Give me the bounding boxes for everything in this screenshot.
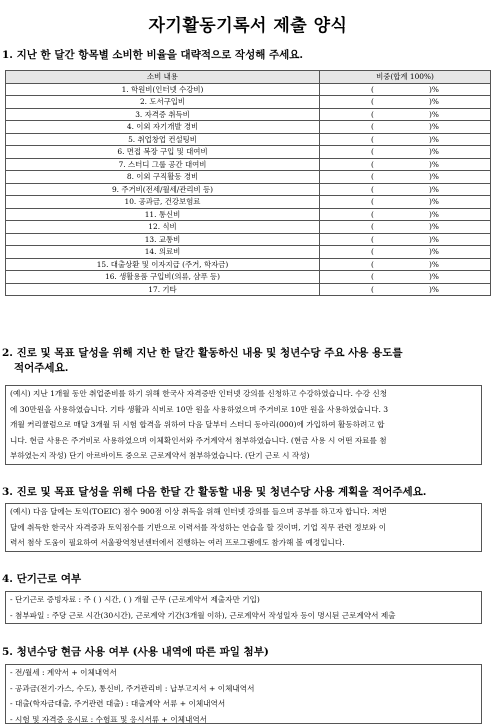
- table-row: [6, 196, 491, 209]
- expense-item-cell: 3. 자격증 취득비: [6, 108, 320, 121]
- table-row: [6, 108, 491, 121]
- section5-line: - 시험 및 자격증 응시료 : 수험표 및 응시서류 + 이체내역서: [10, 714, 208, 724]
- section5-box[interactable]: [5, 664, 482, 724]
- section2-line: 개월 커리큘럼으로 매달 3개월 뒤 시험 합격을 위하여 다음 달부터 스터디 동아리(000)에 가입하여 활동하려고 합: [10, 420, 385, 429]
- ratio-close-paren: )%: [429, 147, 439, 157]
- page-title: 자기활동기록서 제출 양식: [148, 16, 348, 36]
- section2-heading-line2: 적어주세요.: [14, 362, 69, 374]
- section5-line: - 대출(학자금대출, 주거관련 대출) : 대출계약 서류 + 이체내역서: [10, 699, 226, 708]
- expense-item-cell: 17. 기타: [6, 283, 320, 296]
- ratio-close-paren: )%: [429, 122, 439, 132]
- section3-line: 달에 취득한 한국사 자격증과 토익점수를 기반으로 이력서를 작성하는 연습을 할 것이며, 기업 직무 관련 정보와 이: [10, 522, 387, 532]
- ratio-input-cell[interactable]: [320, 246, 491, 259]
- expense-table: [5, 70, 491, 296]
- ratio-input-cell[interactable]: [320, 171, 491, 184]
- expense-item-cell: 16. 생활용품 구입비(의류, 샴푸 등): [6, 271, 320, 284]
- ratio-open-paren: (: [371, 147, 374, 157]
- ratio-close-paren: )%: [429, 197, 439, 207]
- expense-item-cell: 13. 교통비: [6, 233, 320, 246]
- ratio-input-cell[interactable]: [320, 283, 491, 296]
- table-row: [6, 283, 491, 296]
- section4-heading: 4. 단기근로 여부: [2, 573, 82, 585]
- ratio-close-paren: )%: [429, 184, 439, 194]
- section3-example-box[interactable]: [5, 503, 482, 552]
- ratio-open-paren: (: [371, 209, 374, 219]
- ratio-open-paren: (: [371, 184, 374, 194]
- ratio-open-paren: (: [371, 197, 374, 207]
- ratio-open-paren: (: [371, 134, 374, 144]
- ratio-close-paren: )%: [429, 247, 439, 257]
- ratio-input-cell[interactable]: [320, 196, 491, 209]
- expense-item-cell: 8. 이외 구직활동 경비: [6, 171, 320, 184]
- section2-heading: [2, 346, 472, 376]
- ratio-open-paren: (: [371, 234, 374, 244]
- ratio-close-paren: )%: [429, 172, 439, 182]
- expense-item-cell: 10. 공과금, 건강보험료: [6, 196, 320, 209]
- expense-item-cell: 1. 학원비(인터넷 수강비): [6, 83, 320, 96]
- ratio-input-cell[interactable]: [320, 108, 491, 121]
- section4-line: - 첨부파일 : 주당 근로 시간(30시간), 근로계약 기간(3개월 이하), 근로계약서 작성일자 등이 명시된 근로계약서 제출: [10, 610, 396, 620]
- expense-item-cell: 14. 의료비: [6, 246, 320, 259]
- table-row: [6, 208, 491, 221]
- table-row: [6, 258, 491, 271]
- ratio-close-paren: )%: [429, 134, 439, 144]
- table-row: [6, 158, 491, 171]
- ratio-close-paren: )%: [429, 97, 439, 107]
- section2-example-box[interactable]: [5, 385, 482, 465]
- expense-item-cell: 4. 이외 자기개발 경비: [6, 121, 320, 134]
- ratio-open-paren: (: [371, 109, 374, 119]
- ratio-close-paren: )%: [429, 159, 439, 169]
- ratio-input-cell[interactable]: [320, 183, 491, 196]
- table-row: [6, 171, 491, 184]
- ratio-input-cell[interactable]: [320, 146, 491, 159]
- ratio-input-cell[interactable]: [320, 208, 491, 221]
- table-row: [6, 221, 491, 234]
- section2-line: (예시) 지난 1개월 동안 취업준비를 하기 위해 한국사 자격증반 인터넷 강의를 신청하고 수강하였습니다. 수강 신청: [10, 389, 388, 398]
- expense-item-cell: 9. 주거비(전세/월세/관리비 등): [6, 183, 320, 196]
- ratio-open-paren: (: [371, 122, 374, 132]
- section2-line: 에 30만원을 사용하였습니다. 기타 생활과 식비로 10만 원을 사용하였으며 주거비로 10만 원을 사용하였습니다. 3: [10, 404, 389, 414]
- ratio-input-cell[interactable]: [320, 158, 491, 171]
- expense-item-cell: 2. 도서구입비: [6, 96, 320, 109]
- ratio-close-paren: )%: [429, 222, 439, 232]
- expense-item-cell: 12. 식비: [6, 221, 320, 234]
- table-row: [6, 246, 491, 259]
- table-row: [6, 121, 491, 134]
- table-row: [6, 146, 491, 159]
- ratio-close-paren: )%: [429, 84, 439, 94]
- section5-line: - 공과금(전기·가스, 수도), 통신비, 주거관리비 : 납부고지서 + 이체내역서: [10, 683, 255, 693]
- ratio-input-cell[interactable]: [320, 271, 491, 284]
- section3-line: 력서 첨삭 도움이 필요하여 서울광역청년센터에서 진행하는 여러 프로그램에도 참가해 볼 예정입니다.: [10, 538, 345, 547]
- ratio-close-paren: )%: [429, 284, 439, 294]
- section5-heading: 5. 청년수당 현금 사용 여부 (사용 내역에 따른 파일 첨부): [2, 646, 269, 658]
- ratio-open-paren: (: [371, 247, 374, 257]
- table-row: [6, 183, 491, 196]
- section2-heading-line1: 2. 진로 및 목표 달성을 위해 지난 한 달간 활동하신 내용 및 청년수당 주요 사용 용도를: [2, 347, 403, 359]
- ratio-input-cell[interactable]: [320, 233, 491, 246]
- ratio-input-cell[interactable]: [320, 221, 491, 234]
- ratio-open-paren: (: [371, 222, 374, 232]
- ratio-open-paren: (: [371, 159, 374, 169]
- ratio-open-paren: (: [371, 284, 374, 294]
- expense-table-body: [6, 83, 491, 296]
- table-row: [6, 233, 491, 246]
- ratio-input-cell[interactable]: [320, 133, 491, 146]
- ratio-input-cell[interactable]: [320, 258, 491, 271]
- ratio-close-paren: )%: [429, 259, 439, 269]
- expense-item-cell: 11. 통신비: [6, 208, 320, 221]
- ratio-open-paren: (: [371, 259, 374, 269]
- ratio-input-cell[interactable]: [320, 121, 491, 134]
- ratio-close-paren: )%: [429, 109, 439, 119]
- section5-line: - 전/월세 : 계약서 + 이체내역서: [10, 668, 117, 677]
- section2-line: 부하였는지 작성) 단기 아르바이트 중으로 근로계약서 첨부하였습니다. (단기 근로 시 작성): [10, 451, 310, 460]
- ratio-input-cell[interactable]: [320, 96, 491, 109]
- table-row: [6, 133, 491, 146]
- section3-heading: 3. 진로 및 목표 달성을 위해 다음 한달 간 활동할 내용 및 청년수당 사용 계획을 적어주세요.: [2, 486, 427, 498]
- section3-line: (예시) 다음 달에는 토익(TOEIC) 점수 900점 이상 취득을 위해 인터넷 강의를 들으며 공부를 하고자 합니다. 저번: [10, 507, 387, 516]
- section4-box[interactable]: [5, 591, 482, 624]
- expense-item-cell: 6. 면접 복장 구입 및 대여비: [6, 146, 320, 159]
- column-header-item: 소비 내용: [6, 71, 320, 84]
- ratio-open-paren: (: [371, 97, 374, 107]
- table-row: [6, 96, 491, 109]
- ratio-open-paren: (: [371, 172, 374, 182]
- section4-line: - 단기근로 증빙자료 : 주 ( ) 시간, ( ) 개월 근무 (근로계약서 제출자만 기입): [10, 595, 260, 604]
- column-header-ratio: 비중(합계 100%): [320, 71, 491, 84]
- section2-line: 니다. 현금 사용은 주거비로 사용하였으며 이체확인서와 주거계약서 첨부하였습니다. (현금 사용 시 어떤 자료를 첨: [10, 435, 387, 445]
- ratio-open-paren: (: [371, 272, 374, 282]
- section1-heading: 1. 지난 한 달간 항목별 소비한 비율을 대략적으로 작성해 주세요.: [2, 49, 304, 61]
- ratio-close-paren: )%: [429, 209, 439, 219]
- expense-item-cell: 5. 취업창업 컨설팅비: [6, 133, 320, 146]
- expense-item-cell: 7. 스터디 그룹 공간 대여비: [6, 158, 320, 171]
- ratio-open-paren: (: [371, 84, 374, 94]
- ratio-close-paren: )%: [429, 272, 439, 282]
- table-row: [6, 271, 491, 284]
- table-header-row: [6, 71, 491, 84]
- table-row: [6, 83, 491, 96]
- ratio-close-paren: )%: [429, 234, 439, 244]
- expense-item-cell: 15. 대출상환 및 이자지급 (주거, 학자금): [6, 258, 320, 271]
- ratio-input-cell[interactable]: [320, 83, 491, 96]
